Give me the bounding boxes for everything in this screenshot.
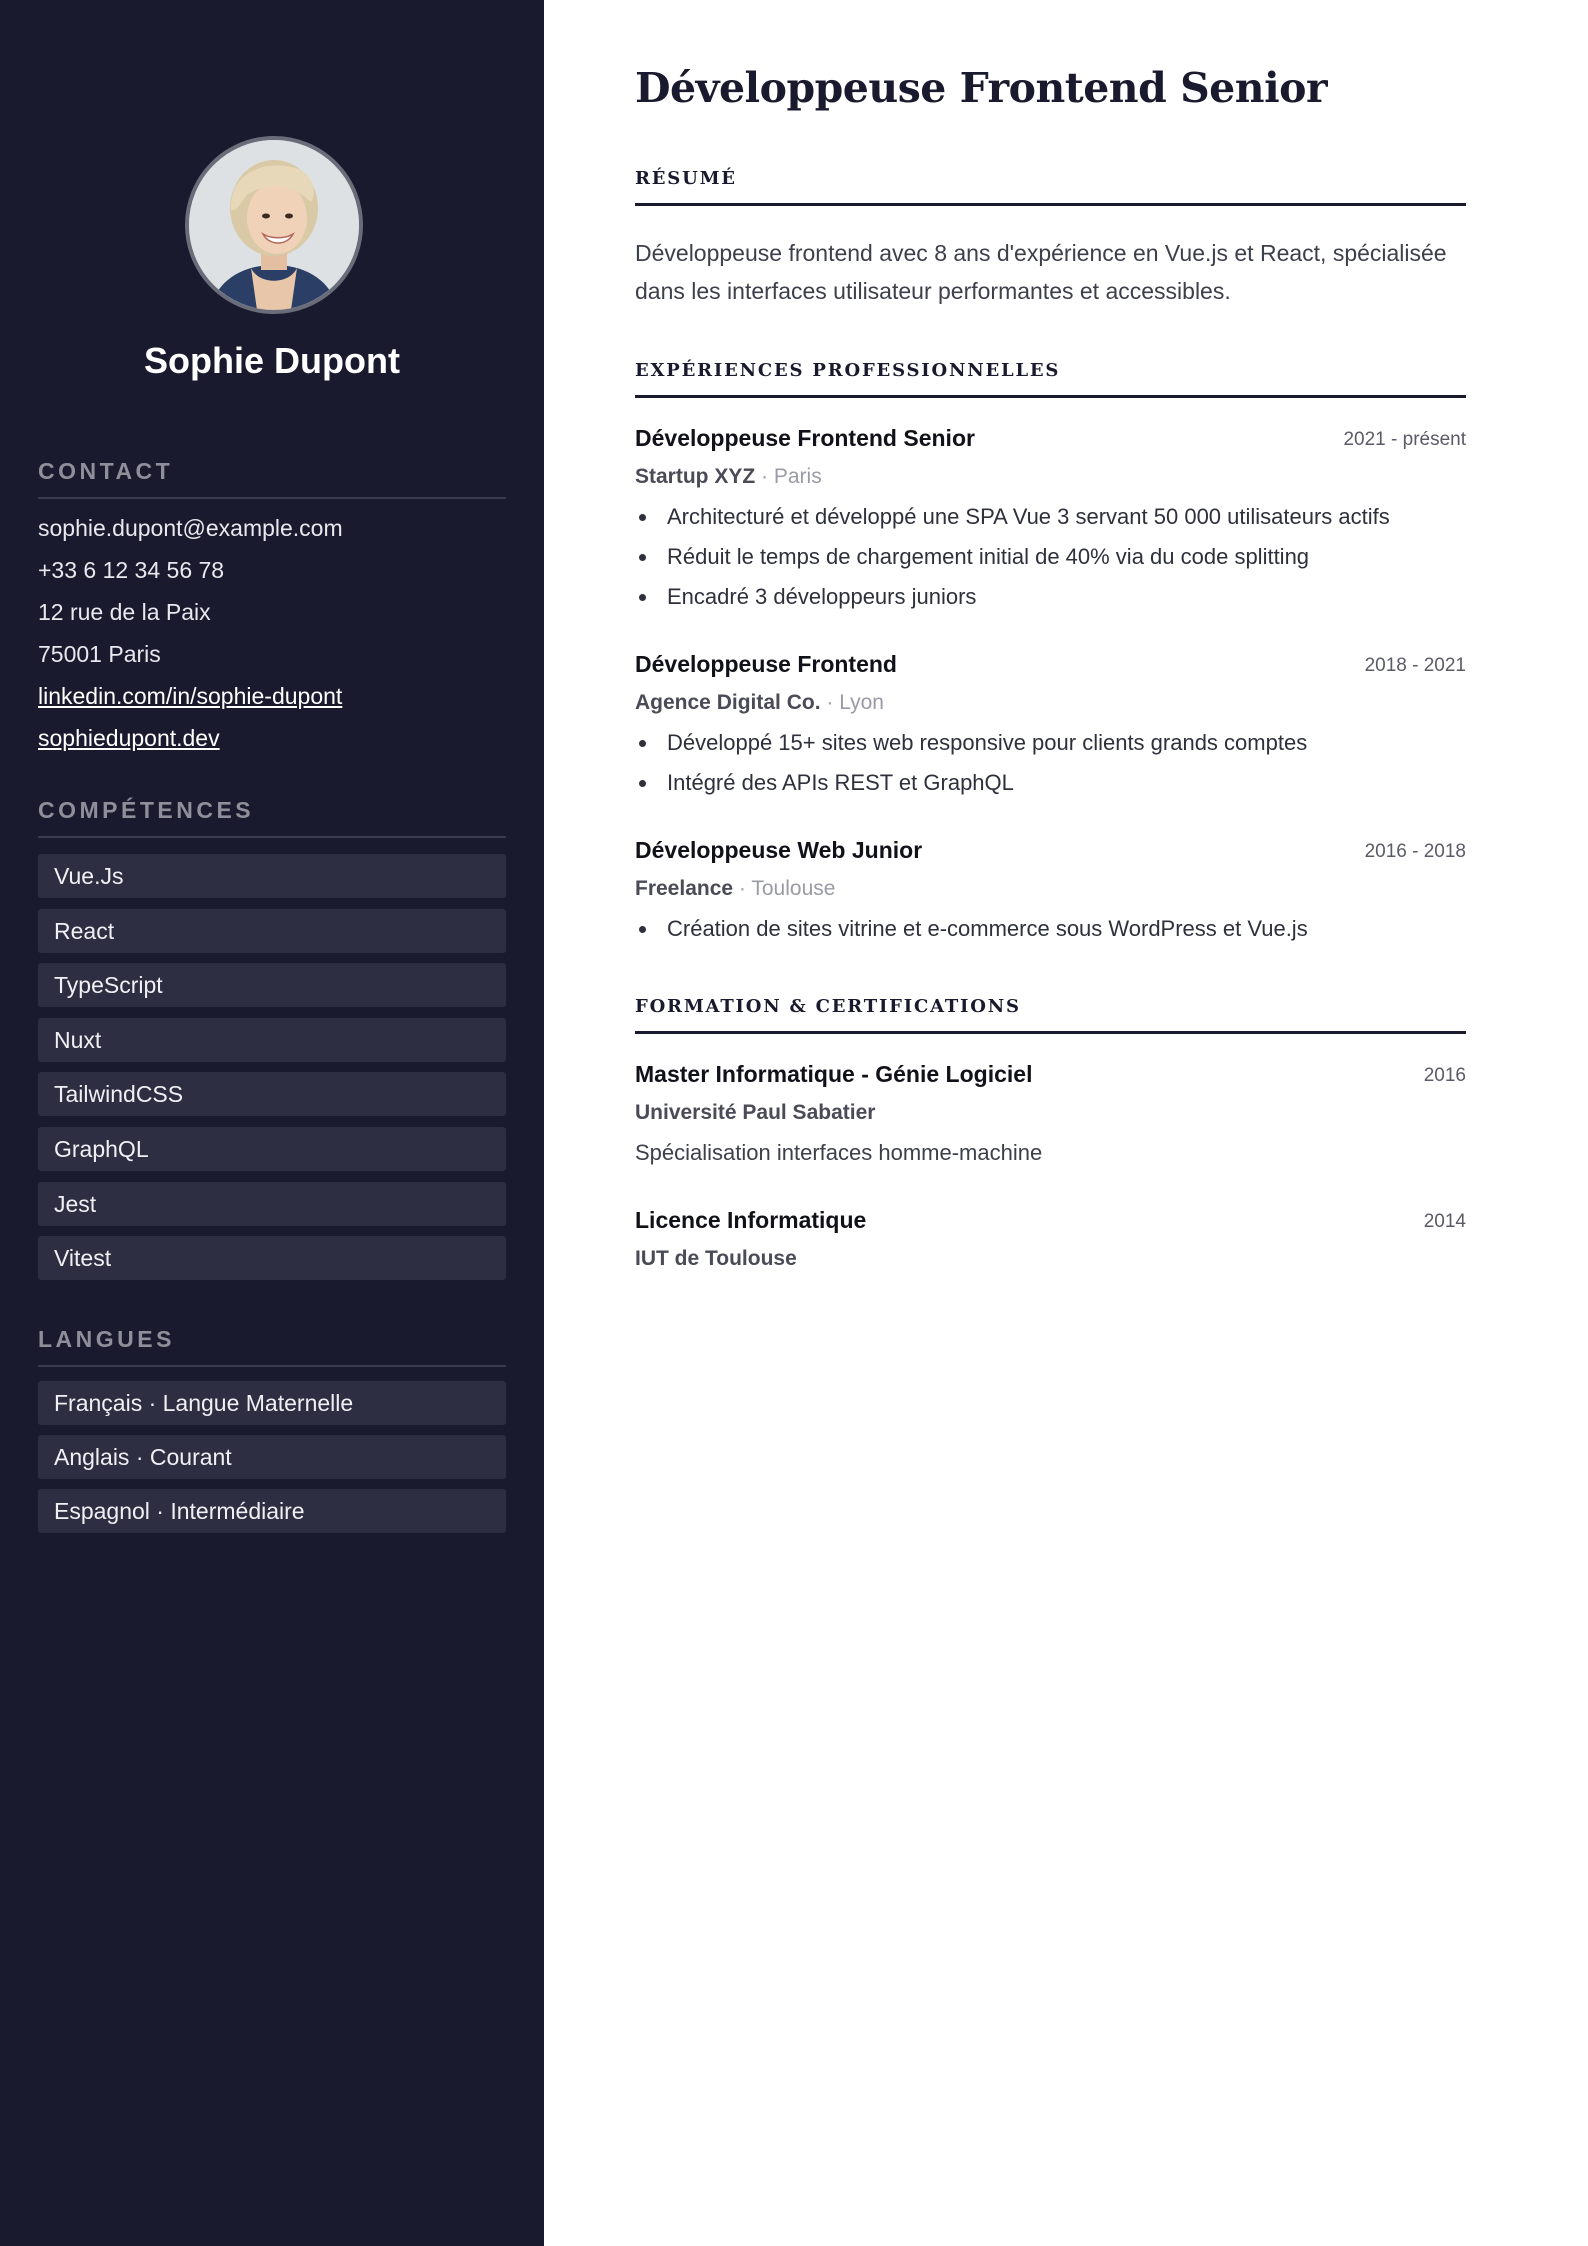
experience-dates: 2021 - présent (1343, 429, 1466, 450)
school-line (635, 1241, 1466, 1279)
summary-text: Développeuse frontend avec 8 ans d'expérience en Vue.js et React, spécialisée dans les interfaces utilisateur performantes et accessibles. (635, 240, 1447, 304)
bullet-item (635, 909, 1466, 949)
experience-location: Paris (773, 465, 822, 488)
contact-phone[interactable]: +33 6 12 34 56 78 (38, 557, 225, 583)
languages-list (38, 1381, 506, 1543)
experience-entry (635, 651, 1466, 803)
degree-year: 2016 (1423, 1065, 1466, 1086)
skill-chip: React (38, 909, 506, 953)
experience-heading: EXPÉRIENCES PROFESSIONNELLES (635, 360, 1466, 398)
bullet-text: Réduit le temps de chargement initial de 40% via du code splitting (667, 544, 1310, 569)
contact-address-city: 75001 Paris (38, 641, 161, 667)
bullet-text: Création de sites vitrine et e-commerce sous WordPress et Vue.js (667, 916, 1308, 941)
bullet-text: Architecturé et développé une SPA Vue 3 servant 50 000 utilisateurs actifs (667, 504, 1390, 529)
experience-title: Développeuse Frontend Senior (635, 425, 975, 451)
separator: · (733, 877, 752, 900)
experience-company: Freelance (635, 877, 734, 900)
contact-heading: CONTACT (38, 458, 506, 499)
bullet-dot-icon (639, 926, 646, 933)
education-entry (635, 1061, 1466, 1173)
experience-location: Lyon (839, 691, 884, 714)
portrait-photo (189, 140, 359, 310)
degree-title: Licence Informatique (635, 1207, 867, 1233)
contact-website-link[interactable]: sophiedupont.dev (38, 725, 220, 751)
separator: · (820, 691, 840, 714)
bullet-dot-icon (639, 740, 646, 747)
bullet-text: Encadré 3 développeurs juniors (667, 584, 977, 609)
bullet-dot-icon (639, 780, 646, 787)
skill-chip: Nuxt (38, 1018, 506, 1062)
experience-bullets (635, 723, 1466, 803)
language-chip: Français · Langue Maternelle (38, 1381, 506, 1425)
experience-company-line (635, 685, 1466, 723)
experience-company: Startup XYZ (635, 465, 756, 488)
experience-title: Développeuse Web Junior (635, 837, 923, 863)
school-name: IUT de Toulouse (635, 1247, 797, 1270)
job-title: Développeuse Frontend Senior (635, 64, 1328, 112)
experience-company-line (635, 459, 1466, 497)
bullet-item (635, 497, 1466, 537)
bullet-dot-icon (639, 554, 646, 561)
summary-heading: RÉSUMÉ (635, 168, 1466, 206)
skills-list (38, 854, 506, 1291)
school-name: Université Paul Sabatier (635, 1101, 876, 1124)
experience-dates: 2018 - 2021 (1364, 655, 1466, 676)
sidebar (0, 0, 544, 2246)
skill-chip: TypeScript (38, 963, 506, 1007)
degree-description: Spécialisation interfaces homme-machine (635, 1140, 1043, 1165)
experience-entry (635, 837, 1466, 949)
education-heading: FORMATION & CERTIFICATIONS (635, 996, 1466, 1034)
bullet-item (635, 723, 1466, 763)
school-line (635, 1095, 1466, 1133)
language-chip: Anglais · Courant (38, 1435, 506, 1479)
experience-company-line (635, 871, 1466, 909)
skill-chip: TailwindCSS (38, 1072, 506, 1116)
experience-company: Agence Digital Co. (635, 691, 821, 714)
education-entry (635, 1207, 1466, 1279)
experience-dates: 2016 - 2018 (1364, 841, 1466, 862)
bullet-item (635, 763, 1466, 803)
contact-email[interactable]: sophie.dupont@example.com (38, 515, 343, 541)
bullet-item (635, 537, 1466, 577)
experience-entry (635, 425, 1466, 617)
contact-address-street: 12 rue de la Paix (38, 599, 211, 625)
bullet-dot-icon (639, 594, 646, 601)
degree-year: 2014 (1423, 1211, 1466, 1232)
bullet-text: Développé 15+ sites web responsive pour clients grands comptes (667, 730, 1308, 755)
skill-chip: Vue.Js (38, 854, 506, 898)
skill-chip: GraphQL (38, 1127, 506, 1171)
language-chip: Espagnol · Intermédiaire (38, 1489, 506, 1533)
bullet-text: Intégré des APIs REST et GraphQL (667, 770, 1014, 795)
profile-name: Sophie Dupont (144, 340, 400, 381)
skill-chip: Jest (38, 1182, 506, 1226)
skill-chip: Vitest (38, 1236, 506, 1280)
bullet-dot-icon (639, 514, 646, 521)
experience-bullets (635, 497, 1466, 617)
contact-list (38, 510, 506, 762)
languages-heading: LANGUES (38, 1326, 506, 1367)
separator: · (755, 465, 774, 488)
degree-title: Master Informatique - Génie Logiciel (635, 1061, 1033, 1087)
avatar (185, 136, 363, 314)
experience-bullets (635, 909, 1466, 949)
contact-linkedin-link[interactable]: linkedin.com/in/sophie-dupont (38, 683, 343, 709)
experience-title: Développeuse Frontend (635, 651, 897, 677)
skills-heading: COMPÉTENCES (38, 797, 506, 838)
experience-location: Toulouse (751, 877, 836, 900)
bullet-item (635, 577, 1466, 617)
